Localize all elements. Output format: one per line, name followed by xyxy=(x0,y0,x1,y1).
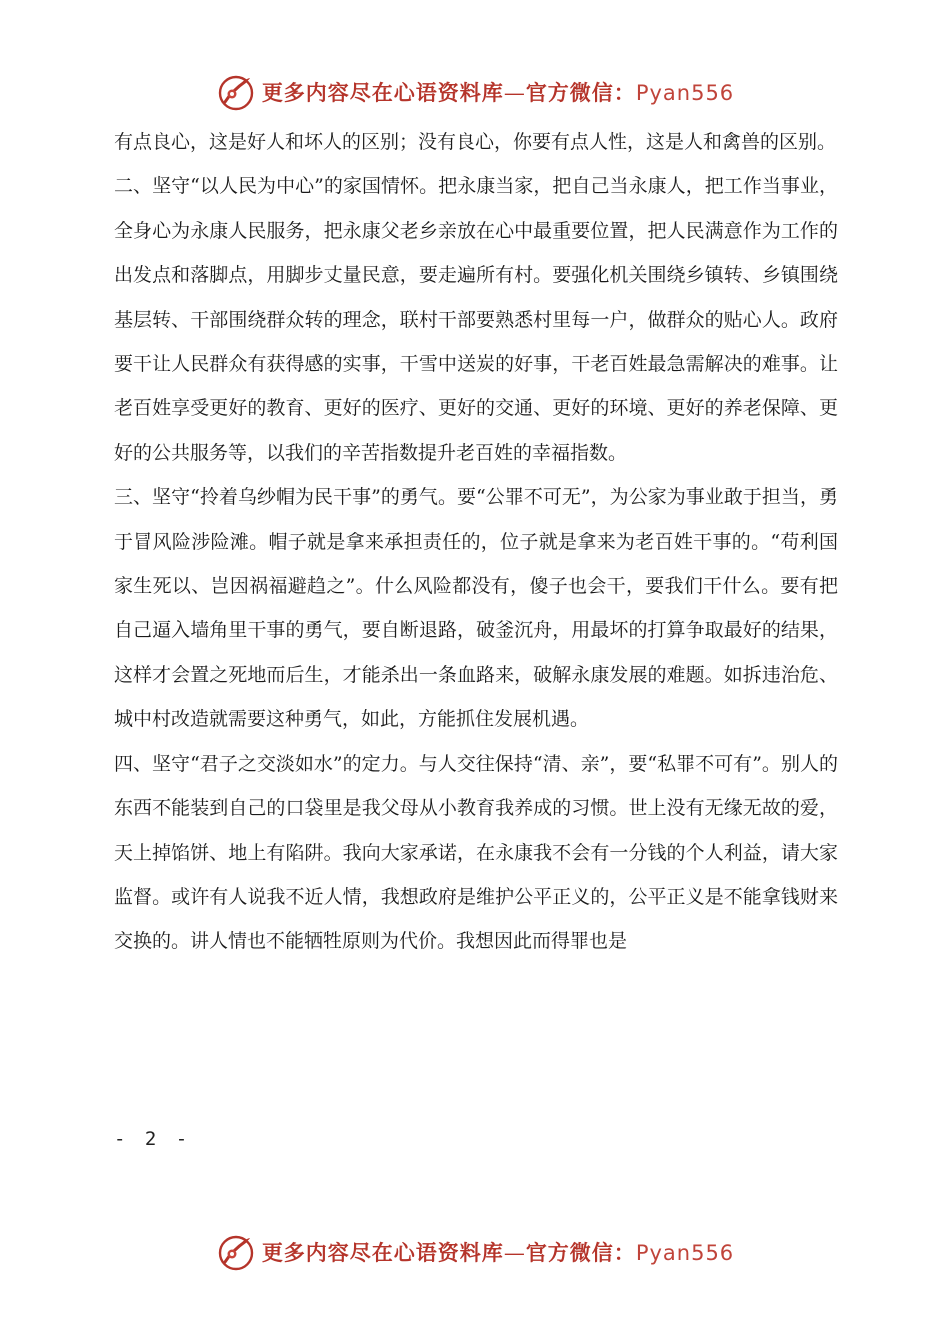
banner-handle: Pyan556 xyxy=(635,1241,735,1265)
banner-channel: 官方微信： xyxy=(525,1240,636,1265)
header-banner xyxy=(0,70,950,114)
banner-channel: 官方微信： xyxy=(525,80,636,105)
paragraph-point-three: 三、坚守“拎着乌纱帽为民干事”的勇气。要“公罪不可无”，为公家为事业敢于担当，勇于冒风险涉险滩。帽子就是拿来承担责任的，位子就是拿来为老百姓干事的。“苟利国家生死以、岂因祸福避趋之”。什么风险都没有，傻子也会干，要我们干什么。要有把自己逼入墙角里干事的勇气，要自断退路，破釜沉舟，用最坏的打算争取最好的结果，这样才会置之死地而后生，才能杀出一条血路来，破解永康发展的难题。如拆违治危、城中村改造就需要这种勇气，如此，方能抓住发展机遇。 xyxy=(114,486,838,731)
document-body xyxy=(114,120,838,964)
rose-pen-logo-icon xyxy=(216,72,256,112)
rose-pen-logo-icon xyxy=(216,1232,256,1272)
paragraph-continuation: 有点良心，这是好人和坏人的区别；没有良心，你要有点人性，这是人和禽兽的区别。 xyxy=(114,131,837,153)
banner-title: 更多内容尽在心语资料库 xyxy=(261,1240,504,1265)
banner-separator: — xyxy=(503,1241,526,1265)
paragraph-point-four: 四、坚守“君子之交淡如水”的定力。与人交往保持“清、亲”，要“私罪不可有”。别人的东西不能装到自己的口袋里是我父母从小教育我养成的习惯。世上没有无缘无故的爱，天上掉馅饼、地上有陷阱。我向大家承诺，在永康我不会有一分钱的个人利益，请大家监督。或许有人说我不近人情，我想政府是维护公平正义的，公平正义是不能拿钱财来交换的。讲人情也不能牺牲原则为代价。我想因此而得罪也是 xyxy=(114,752,838,953)
banner-text xyxy=(262,1237,734,1267)
page-number: - 2 - xyxy=(114,1128,192,1150)
banner-text xyxy=(262,77,734,107)
banner-handle: Pyan556 xyxy=(635,81,735,105)
banner-separator: — xyxy=(503,81,526,105)
paragraph-point-two: 二、坚守“以人民为中心”的家国情怀。把永康当家，把自己当永康人，把工作当事业，全身心为永康人民服务，把永康父老乡亲放在心中最重要位置，把人民满意作为工作的出发点和落脚点，用脚步丈量民意，要走遍所有村。要强化机关围绕乡镇转、乡镇围绕基层转、干部围绕群众转的理念，联村干部要熟悉村里每一户，做群众的贴心人。政府要干让人民群众有获得感的实事，干雪中送炭的好事，干老百姓最急需解决的难事。让老百姓享受更好的教育、更好的医疗、更好的交通、更好的环境、更好的养老保障、更好的公共服务等，以我们的辛苦指数提升老百姓的幸福指数。 xyxy=(114,175,838,464)
banner-title: 更多内容尽在心语资料库 xyxy=(261,80,504,105)
footer-banner xyxy=(0,1230,950,1274)
